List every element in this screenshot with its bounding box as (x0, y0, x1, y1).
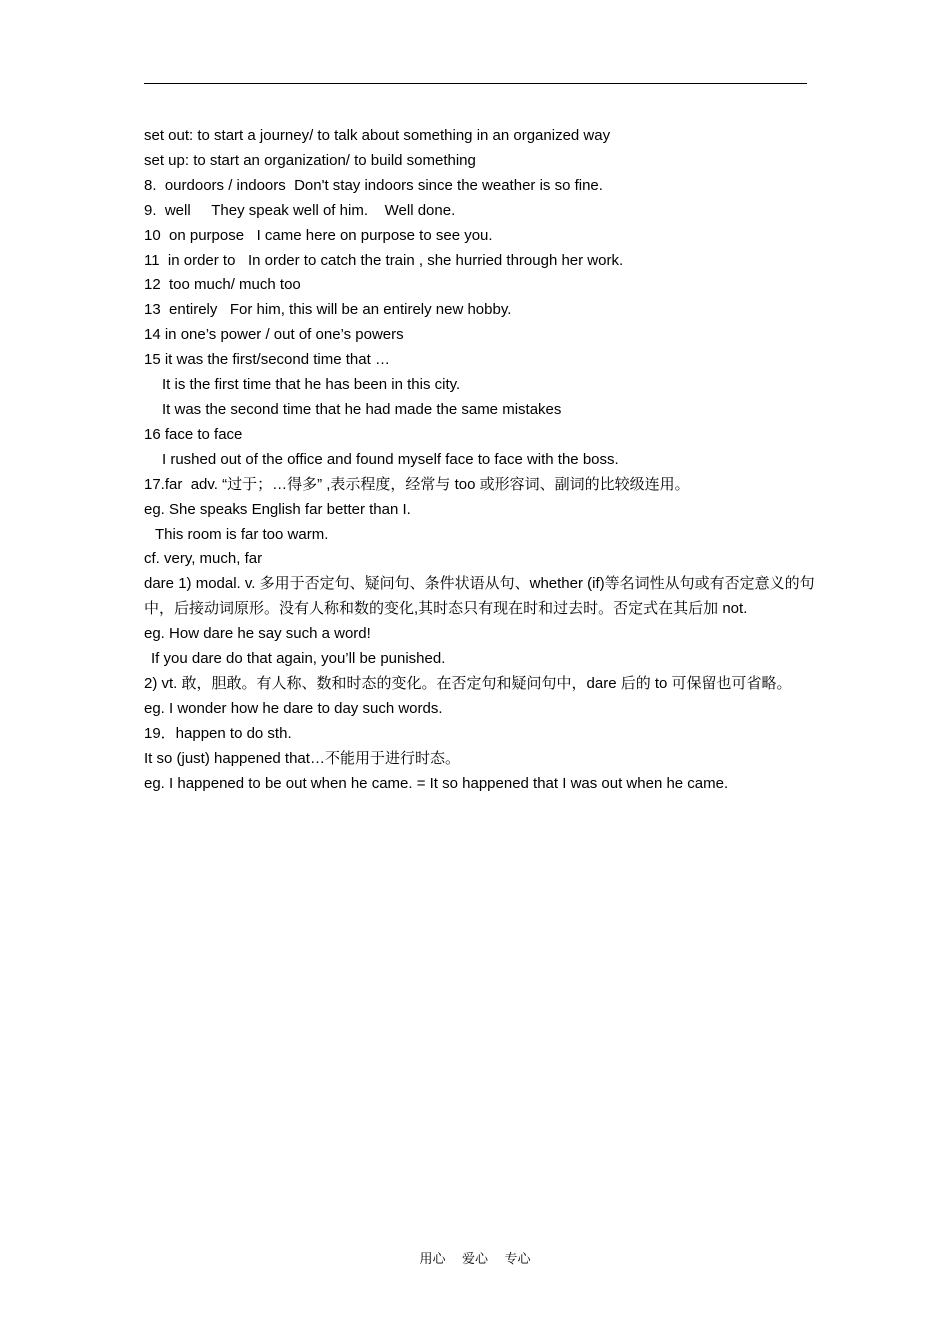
text-line: 19．happen to do sth. (144, 724, 292, 742)
header-rule (144, 83, 807, 84)
text-line: 13 entirely For him, this will be an entirely new hobby. (144, 301, 512, 319)
text-line: eg. How dare he say such a word! (144, 625, 371, 643)
text-line: It is the first time that he has been in this city. (162, 376, 461, 394)
text-line: I rushed out of the office and found myself face to face with the boss. (162, 450, 619, 468)
text-line: 17.far adv. “过于；…得多” ,表示程度，经常与 too 或形容词、副词的比较级连用。 (144, 475, 690, 493)
text-line: eg. I wonder how he dare to day such words. (144, 699, 443, 717)
text-line: eg. I happened to be out when he came. = It so happened that I was out when he came. (144, 774, 729, 792)
text-line: It so (just) happened that…不能用于进行时态。 (144, 749, 460, 767)
text-line: 10 on purpose I came here on purpose to see you. (144, 226, 493, 244)
text-line: cf. very, much, far (144, 550, 263, 568)
text-line: dare 1) modal. v. 多用于否定句、疑问句、条件状语从句、whether (if)等名词性从句或有否定意义的句中，后接动词原形。没有人称和数的变化,其时态只有现在时和过去时。否定式在其后加 not. (144, 575, 815, 618)
text-line: set up: to start an organization/ to build something (144, 151, 476, 169)
text-line: 2) vt. 敢，胆敢。有人称、数和时态的变化。在否定句和疑问句中，dare 后的 to 可保留也可省略。 (144, 674, 792, 692)
text-line: eg. She speaks English far better than I. (144, 500, 411, 518)
text-line: 11 in order to In order to catch the train , she hurried through her work. (144, 251, 624, 269)
text-line: 16 face to face (144, 425, 243, 443)
text-line: 9. well They speak well of him. Well done. (144, 201, 456, 219)
page-footer: 用心 爱心 专心 (419, 1252, 531, 1267)
text-line: 12 too much/ much too (144, 276, 301, 294)
text-line: 14 in one’s power / out of one’s powers (144, 326, 404, 344)
text-line: It was the second time that he had made the same mistakes (162, 400, 562, 418)
text-line: 15 it was the first/second time that … (144, 351, 390, 369)
text-line: If you dare do that again, you’ll be punished. (151, 650, 446, 668)
text-line: 8. ourdoors / indoors Don't stay indoors since the weather is so fine. (144, 176, 603, 194)
document-body (144, 124, 816, 796)
text-line: set out: to start a journey/ to talk about something in an organized way (144, 127, 611, 144)
text-line: This room is far too warm. (155, 525, 329, 543)
